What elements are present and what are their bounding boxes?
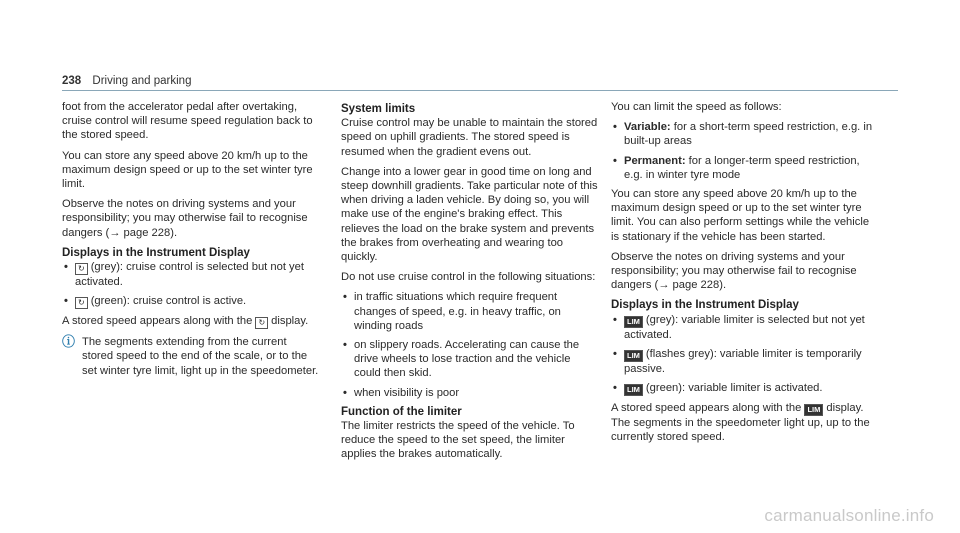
paragraph: Cruise control may be unable to maintain the stored speed on uphill gradients. The stored speed is resumed when the gradient evens out. (341, 117, 598, 158)
header-rule (62, 90, 898, 91)
list-item: • LIM (grey): variable limiter is selected but not yet activated. (611, 313, 873, 342)
list-item: • on slippery roads. Accelerating can cause the drive wheels to lose traction and the vehicle could then skid. (341, 338, 599, 381)
limit-type-list (611, 120, 873, 182)
info-note: ⓘ The segments extending from the current stored speed to the end of the scale, or to the set winter tyre limit, light up in the speedometer. (62, 334, 319, 377)
watermark: carmanualsonline.info (764, 506, 934, 525)
limiter-icon: LIM (624, 350, 643, 362)
paragraph: A stored speed appears along with the LIM display. The segments in the speedometer light up, up to the currently stored speed. (611, 402, 870, 444)
section-heading: Displays in the Instrument Display (611, 299, 799, 312)
section-heading: System limits (341, 103, 416, 115)
limiter-icon: LIM (804, 404, 823, 416)
page-header (62, 74, 191, 88)
paragraph: Do not use cruise control in the following situations: (341, 271, 596, 284)
list-item: • in traffic situations which require frequent changes of speed, e.g. in heavy traffic, on winding roads (341, 290, 599, 333)
paragraph: You can limit the speed as follows: (611, 101, 782, 113)
situation-list (341, 290, 599, 399)
list-item: • ↻ (grey): cruise control is selected but not yet activated. (62, 260, 320, 289)
paragraph: The limiter restricts the speed of the vehicle. To reduce the speed to the set speed, the limiter applies the brakes automatically. (341, 420, 575, 461)
display-list (611, 313, 873, 396)
list-item: • LIM (green): variable limiter is activated. (611, 381, 873, 396)
limiter-icon: LIM (624, 316, 643, 328)
cruise-control-icon: ↻ (255, 317, 268, 329)
info-icon: ⓘ (62, 334, 76, 350)
cruise-control-icon: ↻ (75, 263, 88, 275)
limiter-icon: LIM (624, 384, 643, 396)
display-list (62, 260, 320, 309)
list-item: • LIM (flashes grey): variable limiter is temporarily passive. (611, 347, 873, 376)
column-middle (341, 100, 599, 468)
cruise-control-icon: ↻ (75, 297, 88, 309)
paragraph: Observe the notes on driving systems and your responsibility; you may otherwise fail to recognise dangers (→ page 228). (62, 198, 308, 239)
paragraph: You can store any speed above 20 km/h up to the maximum design speed or up to the set winter tyre limit. You can also perform settings while the vehicle is stationary if the vehicle has been started. (611, 188, 870, 243)
list-item: • Permanent: for a longer-term speed restriction, e.g. in winter tyre mode (611, 154, 873, 182)
paragraph: Change into a lower gear in good time on long and steep downhill gradients. Take particular note of this when driving a laden vehicle. By doing so, you will make use of the engine's braking effect. This relieves the load on the brake system and prevents the brakes from overheating and wearing too quickly. (341, 165, 598, 264)
paragraph: Observe the notes on driving systems and your responsibility; you may otherwise fail to recognise dangers (→ page 228). (611, 250, 857, 292)
list-item: • ↻ (green): cruise control is active. (62, 294, 320, 309)
paragraph: A stored speed appears along with the ↻ display. (62, 315, 309, 328)
section-heading: Displays in the Instrument Display (62, 246, 250, 259)
section-heading: Function of the limiter (341, 405, 462, 418)
paragraph: foot from the accelerator pedal after overtaking, cruise control will resume speed regulation back to the stored speed. (62, 101, 313, 142)
page-number: 238 (62, 75, 82, 87)
list-item: • Variable: for a short-term speed restriction, e.g. in built-up areas (611, 120, 873, 148)
column-right (611, 100, 873, 450)
list-item: • when visibility is poor (341, 386, 599, 400)
section-title: Driving and parking (92, 75, 192, 87)
paragraph: You can store any speed above 20 km/h up to the maximum design speed or up to the set winter tyre limit. (62, 149, 313, 191)
column-left (62, 100, 320, 384)
